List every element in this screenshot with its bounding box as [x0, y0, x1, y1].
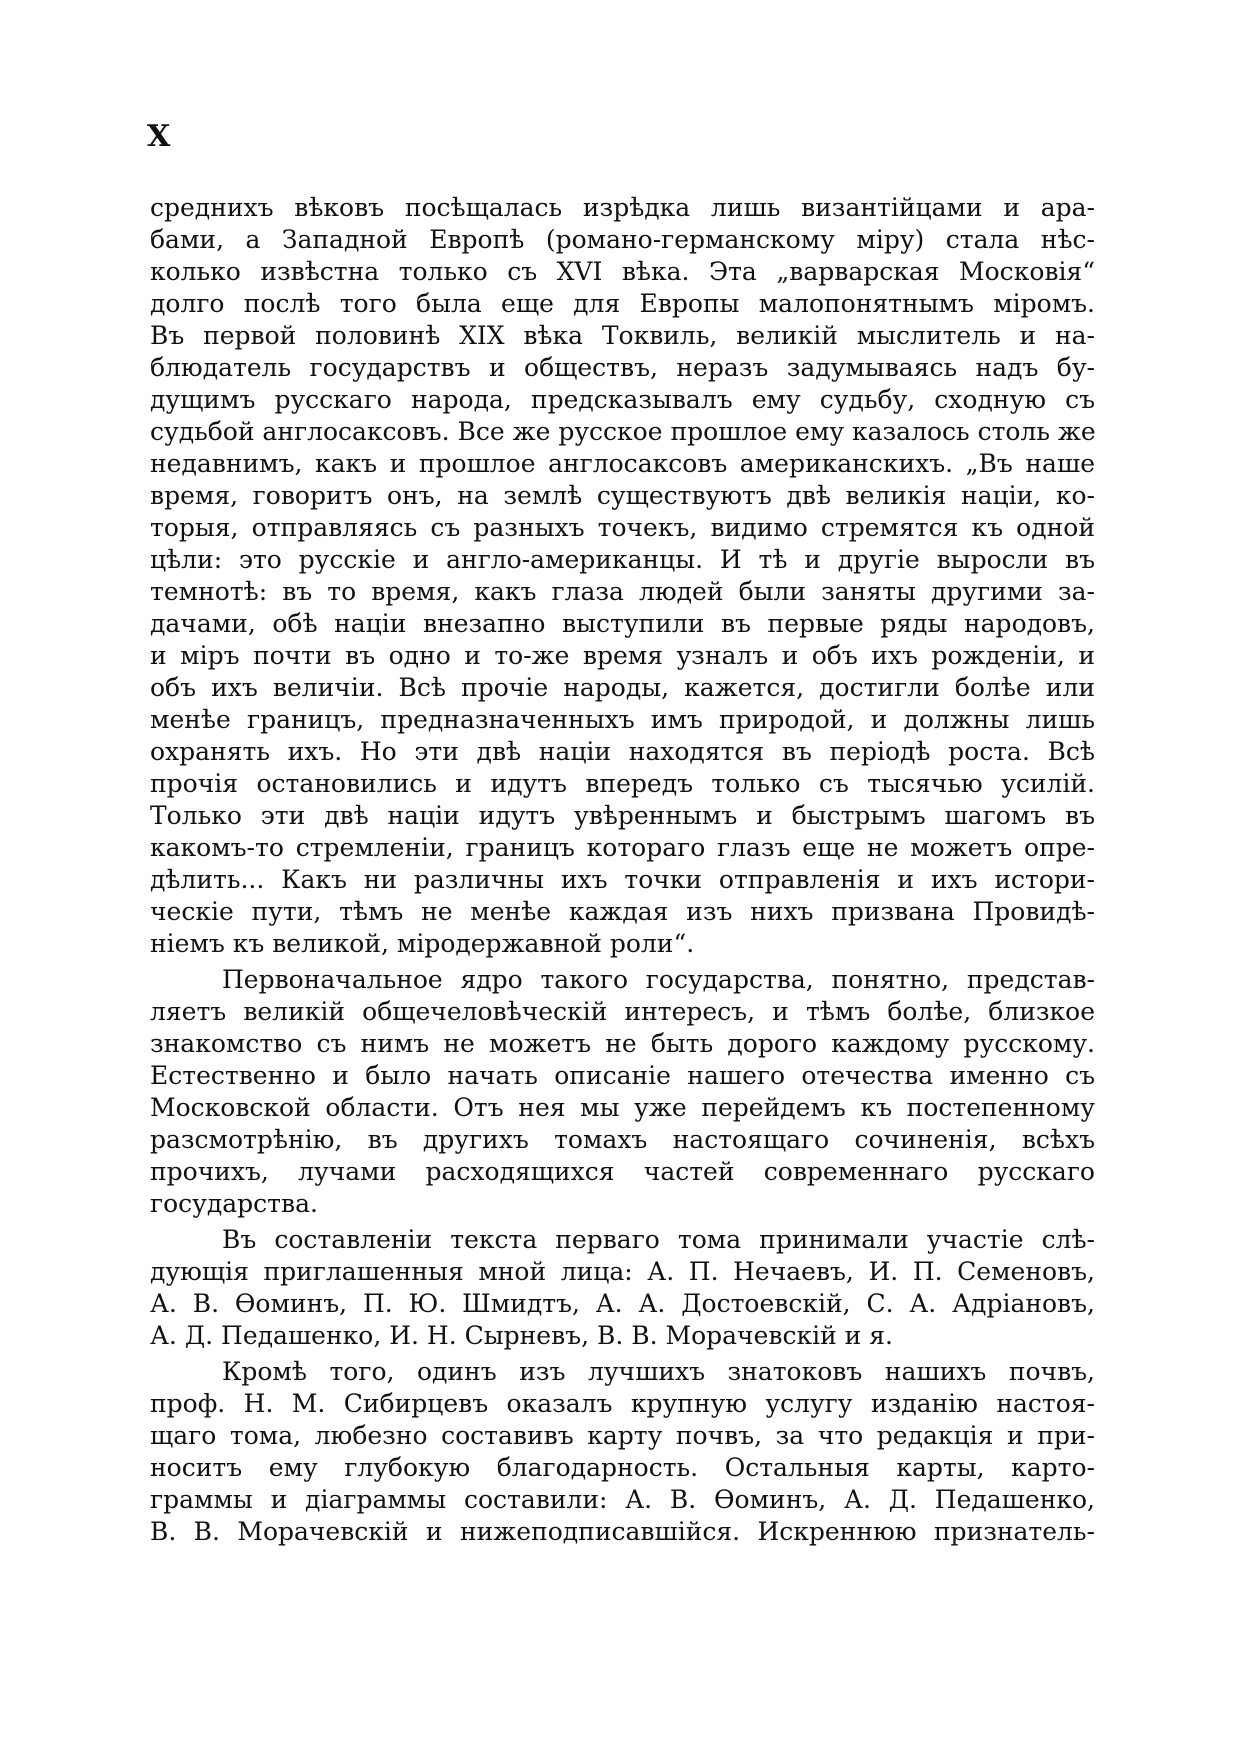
text-line: щаго тома, любезно составивъ карту почвъ, за что редакція и при-: [150, 1421, 1095, 1450]
text-line: граммы и діаграммы составили: А. В. Ѳоминъ, А. Д. Педашенко,: [150, 1485, 1095, 1514]
text-line: В. В. Морачевскій и нижеподписавшійся. Искреннюю признатель-: [150, 1517, 1095, 1546]
text-line: среднихъ вѣковъ посѣщалась изрѣдка лишь византійцами и ара-: [150, 193, 1095, 222]
text-line: Только эти двѣ націи идутъ увѣреннымъ и быстрымъ шагомъ въ: [150, 801, 1095, 830]
text-line: проф. Н. М. Сибирцевъ оказалъ крупную услугу изданію настоя-: [150, 1389, 1095, 1418]
text-line: Естественно и было начать описаніе нашего отечества именно съ: [150, 1061, 1095, 1090]
paragraph: [150, 1356, 1095, 1548]
text-line: недавнимъ, какъ и прошлое англосаксовъ американскихъ. „Въ наше: [150, 449, 1095, 478]
text-line: время, говоритъ онъ, на землѣ существуютъ двѣ великія націи, ко-: [150, 481, 1095, 510]
text-line: Въ первой половинѣ XIX вѣка Токвиль, великій мыслитель и на-: [150, 321, 1095, 350]
text-line: дачами, обѣ націи внезапно выступили въ первые ряды народовъ,: [150, 609, 1095, 638]
text-line: дущимъ русскаго народа, предсказывалъ ему судьбу, сходную съ: [150, 385, 1095, 414]
text-line: цѣли: это русскіе и англо-американцы. И тѣ и другіе выросли въ: [150, 545, 1095, 574]
body-text: [150, 192, 1095, 1552]
text-line: прочихъ, лучами расходящихся частей современнаго русскаго: [150, 1157, 1095, 1186]
paragraph: [150, 1224, 1095, 1352]
text-line: менѣе границъ, предназначенныхъ имъ природой, и должны лишь: [150, 705, 1095, 734]
text-line: знакомство съ нимъ не можетъ не быть дорого каждому русскому.: [150, 1029, 1095, 1058]
text-line: какомъ-то стремленіи, границъ котораго глазъ еще не можетъ опре-: [150, 833, 1095, 862]
text-line: судьбой англосаксовъ. Все же русское прошлое ему казалось столь же: [150, 417, 1096, 446]
text-line: и міръ почти въ одно и то-же время узналъ и объ ихъ рожденіи, и: [150, 641, 1095, 670]
text-line: колько извѣстна только съ XVI вѣка. Эта „варварская Московія“: [150, 257, 1095, 286]
text-line: Кромѣ того, одинъ изъ лучшихъ знатоковъ нашихъ почвъ,: [222, 1357, 1095, 1386]
text-line: А. Д. Педашенко, И. Н. Сырневъ, В. В. Морачевскій и я.: [150, 1321, 894, 1350]
text-line: торыя, отправляясь съ разныхъ точекъ, видимо стремятся къ одной: [150, 513, 1095, 542]
text-line: ческіе пути, тѣмъ не менѣе каждая изъ нихъ призвана Провидѣ-: [150, 897, 1095, 926]
text-line: темнотѣ: въ то время, какъ глаза людей были заняты другими за-: [150, 577, 1095, 606]
text-line: Московской области. Отъ нея мы уже перейдемъ къ постепенному: [150, 1093, 1095, 1122]
text-line: прочія остановились и идутъ впередъ только съ тысячью усилій.: [150, 769, 1095, 798]
page-number: X: [147, 119, 171, 154]
text-line: дующія приглашенныя мной лица: А. П. Нечаевъ, И. П. Семеновъ,: [150, 1257, 1095, 1286]
text-line: охранять ихъ. Но эти двѣ націи находятся въ періодѣ роста. Всѣ: [150, 737, 1095, 766]
text-line: ніемъ къ великой, міродержавной роли“.: [150, 929, 695, 958]
paragraph: [150, 964, 1095, 1220]
paragraph: [150, 192, 1095, 960]
text-line: А. В. Ѳоминъ, П. Ю. Шмидтъ, А. А. Достоевскій, С. А. Адріановъ,: [150, 1289, 1095, 1318]
text-line: Первоначальное ядро такого государства, понятно, представ-: [222, 965, 1095, 994]
text-line: разсмотрѣнію, въ другихъ томахъ настоящаго сочиненія, всѣхъ: [150, 1125, 1095, 1154]
text-line: бами, а Западной Европѣ (романо-германскому міру) стала нѣс-: [150, 225, 1095, 254]
text-line: государства.: [150, 1189, 318, 1218]
text-line: Въ составленіи текста перваго тома принимали участіе слѣ-: [222, 1225, 1095, 1254]
text-line: долго послѣ того была еще для Европы малопонятнымъ міромъ.: [150, 289, 1095, 318]
text-line: носитъ ему глубокую благодарность. Остальныя карты, карто-: [150, 1453, 1095, 1482]
text-line: ляетъ великій общечеловѣческій интересъ, и тѣмъ болѣе, близкое: [150, 997, 1095, 1026]
text-line: объ ихъ величіи. Всѣ прочіе народы, кажется, достигли болѣе или: [150, 673, 1095, 702]
text-line: дѣлить... Какъ ни различны ихъ точки отправленія и ихъ истори-: [150, 865, 1095, 894]
text-line: блюдатель государствъ и обществъ, неразъ задумываясь надъ бу-: [150, 353, 1095, 382]
